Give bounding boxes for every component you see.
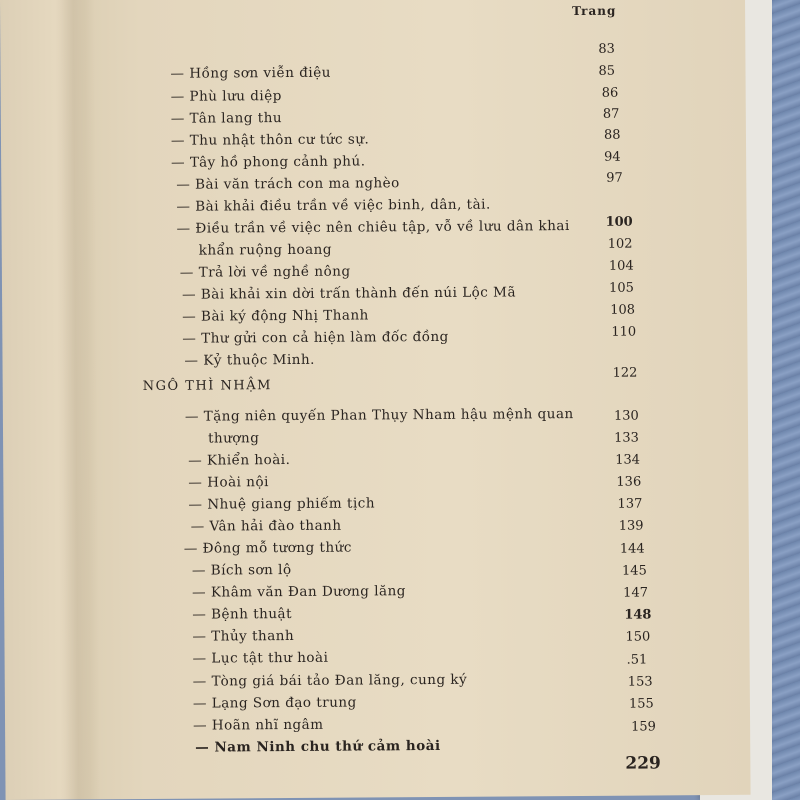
toc-entry: — Hoãn nhĩ ngâm bbox=[193, 716, 324, 734]
toc-page: 105 bbox=[608, 280, 634, 296]
toc-entry: khẩn ruộng hoang bbox=[198, 241, 333, 259]
toc-entry: — Thư gửi con cả hiện làm đốc đồng bbox=[182, 328, 449, 347]
toc-page: 108 bbox=[610, 302, 636, 318]
toc-page: 130 bbox=[613, 408, 639, 424]
toc-page: 153 bbox=[627, 674, 653, 690]
toc-entry: — Bệnh thuật bbox=[192, 605, 293, 623]
toc-entry: — Bài khải xin dời trấn thành đến núi Lộc Mã bbox=[182, 284, 517, 303]
toc-page: 147 bbox=[623, 585, 649, 601]
toc-entry: — Phù lưu diệp bbox=[170, 88, 282, 105]
toc-entry: — Khâm văn Đan Dương lăng bbox=[192, 583, 406, 601]
toc-page: 85 bbox=[598, 63, 616, 79]
toc-entry: — Bích sơn lộ bbox=[191, 561, 292, 579]
toc-page: 155 bbox=[628, 696, 654, 712]
toc-page: 134 bbox=[615, 452, 641, 468]
toc-entry: — Bài ký động Nhị Thanh bbox=[182, 307, 369, 325]
toc-entry: — Tặng niên quyến Phan Thụy Nham hậu mệnh quan bbox=[184, 406, 574, 425]
page-number: 229 bbox=[625, 753, 661, 774]
toc-entry: — Nhuệ giang phiếm tịch bbox=[188, 495, 376, 513]
toc-page: 145 bbox=[621, 563, 647, 579]
toc-entry: — Tân lang thu bbox=[170, 110, 283, 127]
toc-page: 133 bbox=[614, 430, 639, 446]
toc-entry: — Tòng giá bái tảo Đan lăng, cung ký bbox=[192, 671, 468, 690]
toc-page: 144 bbox=[619, 541, 645, 557]
toc-page: 88 bbox=[603, 127, 621, 143]
toc-page: 97 bbox=[606, 170, 623, 186]
toc-entry: — Kỷ thuộc Minh. bbox=[184, 351, 315, 369]
toc-entry: thượng bbox=[208, 430, 260, 447]
toc-entry: — Bài khải điều trần về việc binh, dân, tài. bbox=[176, 196, 491, 215]
toc-page: 148 bbox=[624, 607, 652, 623]
toc-entry: — Điều trần về việc nên chiêu tập, vỗ về lưu dân khai bbox=[176, 218, 570, 237]
toc-entry: — Bài văn trách con ma nghèo bbox=[176, 175, 400, 193]
toc-entry: — Thu nhật thôn cư tức sự. bbox=[170, 131, 370, 149]
toc-entry: — Thủy thanh bbox=[192, 627, 295, 645]
toc-page: 137 bbox=[617, 496, 643, 512]
section-page: 122 bbox=[612, 365, 638, 381]
toc-entry: — Tây hồ phong cảnh phú. bbox=[171, 153, 366, 171]
toc-entry: — Vân hải đào thanh bbox=[190, 517, 342, 535]
toc-entry: — Trả lời về nghề nông bbox=[179, 263, 351, 281]
toc-page: 159 bbox=[631, 719, 656, 735]
toc-entry: — Lạng Sơn đạo trung bbox=[192, 694, 357, 712]
toc-entry: — Đông mỗ tương thức bbox=[183, 539, 352, 557]
page-fold-shadow bbox=[55, 0, 101, 800]
toc-entry: — Khiển hoài. bbox=[188, 451, 291, 469]
toc-page: 139 bbox=[618, 518, 644, 534]
toc-page: 102 bbox=[607, 236, 633, 252]
toc-page: 110 bbox=[611, 324, 637, 340]
section-title: NGÔ THÌ NHẬM bbox=[142, 378, 273, 395]
toc-page: 87 bbox=[602, 106, 620, 122]
toc-entry: — Hoài nội bbox=[188, 474, 269, 491]
toc-entry: — Hồng sơn viễn điệu bbox=[170, 64, 331, 82]
toc-page: 136 bbox=[616, 474, 642, 490]
toc-page: 150 bbox=[625, 629, 651, 645]
page-header: Trang bbox=[572, 3, 617, 19]
toc-page: 83 bbox=[598, 41, 615, 57]
toc-page: 86 bbox=[601, 85, 619, 101]
toc-page: .51 bbox=[626, 652, 648, 668]
toc-page: 104 bbox=[608, 258, 634, 274]
toc-entry: — Nam Ninh chu thứ cảm hoài bbox=[195, 737, 441, 756]
toc-entry: — Lục tật thư hoài bbox=[192, 649, 329, 667]
toc-page: 94 bbox=[604, 149, 621, 165]
toc-page: 100 bbox=[605, 214, 633, 230]
